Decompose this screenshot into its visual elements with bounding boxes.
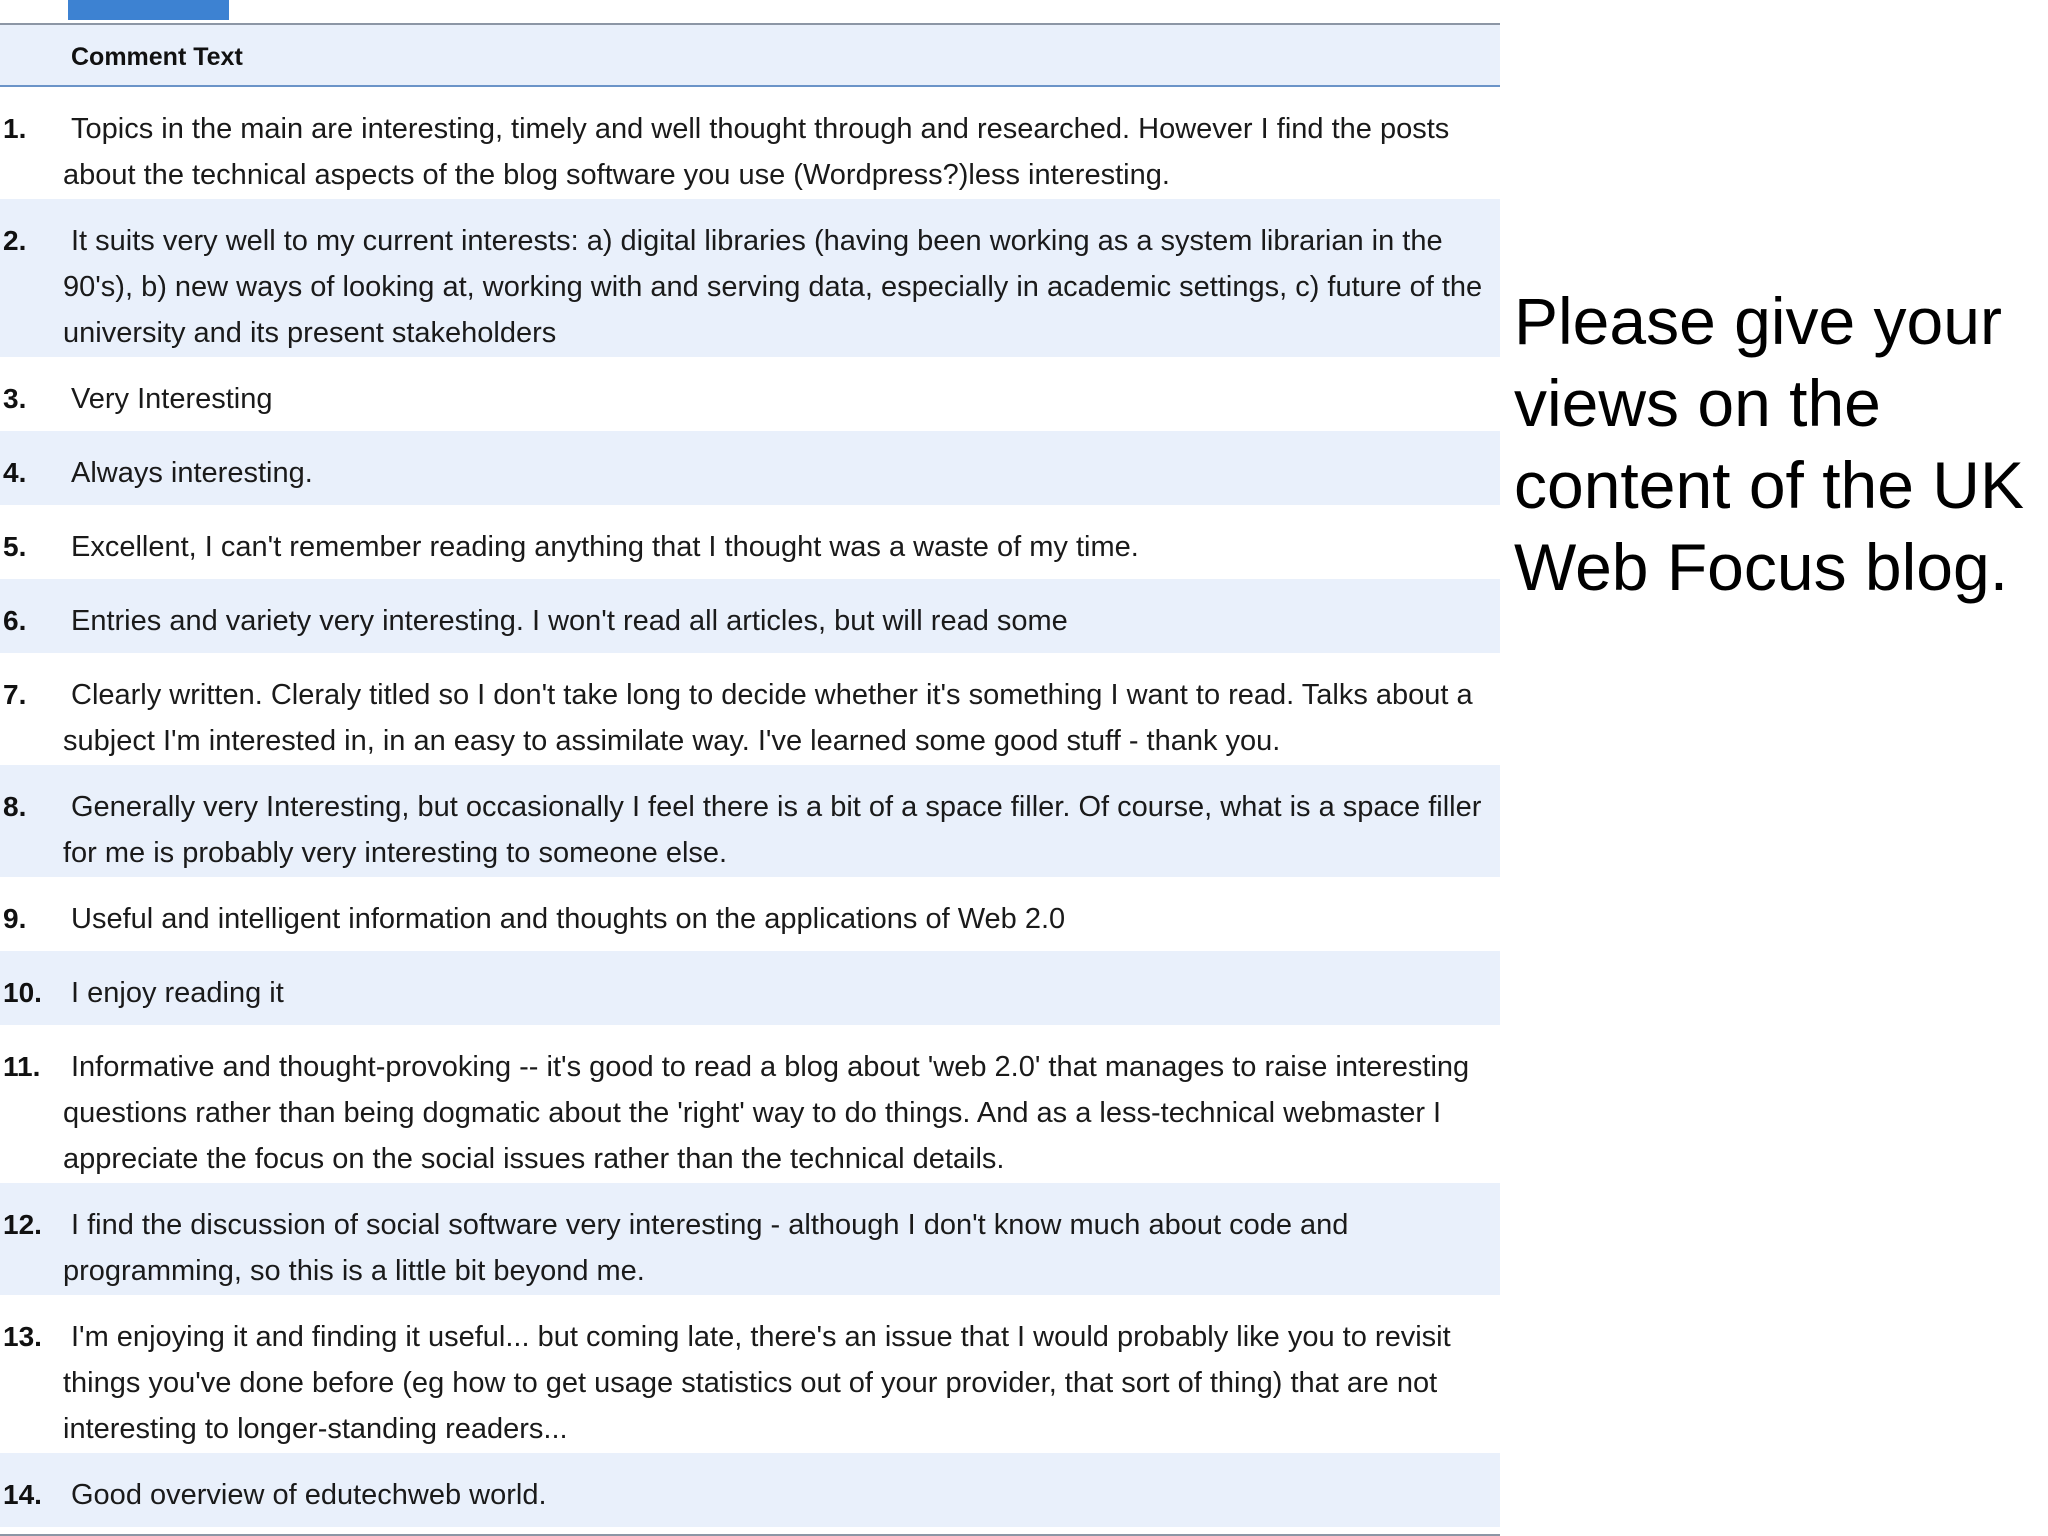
table-row: [0, 579, 1500, 653]
row-number: 2.: [3, 225, 27, 256]
comment-text: It suits very well to my current interests: a) digital libraries (having been working as a system librarian in the 90's), b) new ways of looking at, working with and serving data, especially in academic settings, c) future of the university and its present stakeholders: [63, 225, 1483, 349]
row-number: 14.: [3, 1479, 42, 1510]
table-row: [0, 1295, 1500, 1453]
table-row: [0, 951, 1500, 1025]
table-row: [0, 653, 1500, 765]
comment-text: Clearly written. Cleraly titled so I don't take long to decide whether it's something I want to read. Talks about a subject I'm interested in, in an easy to assimilate way. I've learned some good stuff - thank you.: [63, 679, 1473, 757]
comment-text: Useful and intelligent information and thoughts on the applications of Web 2.0: [71, 903, 1066, 935]
comment-text: Topics in the main are interesting, timely and well thought through and researched. However I find the posts about the technical aspects of the blog software you use (Wordpress?)less interesting.: [63, 113, 1450, 191]
table-row: [0, 765, 1500, 877]
row-number: 9.: [3, 903, 27, 934]
comment-text: Good overview of edutechweb world.: [71, 1479, 547, 1511]
comment-text: I'm enjoying it and finding it useful... but coming late, there's an issue that I would probably like you to revisit things you've done before (eg how to get usage statistics out of your provider, that sort of thing) that are not interesting to longer-standing readers...: [63, 1321, 1451, 1445]
table-row: [0, 87, 1500, 199]
table-row: [0, 357, 1500, 431]
table-row: [0, 877, 1500, 951]
comment-text: Always interesting.: [71, 457, 313, 489]
row-number: 1.: [3, 113, 27, 144]
table-row: [0, 199, 1500, 357]
comment-text: I find the discussion of social software very interesting - although I don't know much about code and programming, so this is a little bit beyond me.: [63, 1209, 1349, 1287]
table-row: [0, 1453, 1500, 1527]
row-number: 5.: [3, 531, 27, 562]
comment-text: Excellent, I can't remember reading anything that I thought was a waste of my time.: [71, 531, 1139, 563]
comment-text: Informative and thought-provoking -- it's good to read a blog about 'web 2.0' that manages to raise interesting questions rather than being dogmatic about the 'right' way to do things. And as a less-technical webmaster I appreciate the focus on the social issues rather than the technical details.: [63, 1051, 1470, 1175]
slide-prompt: Please give your views on the content of the UK Web Focus blog.: [1514, 284, 2024, 604]
table-row: [0, 505, 1500, 579]
row-number: 13.: [3, 1321, 42, 1352]
table-row: [0, 431, 1500, 505]
comment-text: Very Interesting: [71, 383, 273, 415]
row-number: 4.: [3, 457, 27, 488]
table-row: [0, 1025, 1500, 1183]
comment-text: Generally very Interesting, but occasionally I feel there is a bit of a space filler. Of course, what is a space filler for me is probably very interesting to someone else.: [63, 791, 1482, 869]
table-body: [0, 87, 1500, 1527]
row-number: 12.: [3, 1209, 42, 1240]
row-number: 3.: [3, 383, 27, 414]
row-number: 10.: [3, 977, 42, 1008]
row-number: 6.: [3, 605, 27, 636]
row-number: 11.: [3, 1051, 41, 1082]
comments-table: [0, 23, 1500, 1536]
row-number: 8.: [3, 791, 27, 822]
comment-text: Entries and variety very interesting. I won't read all articles, but will read some: [71, 605, 1068, 637]
column-header-comment-text: Comment Text: [71, 43, 243, 71]
table-header: [0, 25, 1500, 87]
active-tab-indicator: [68, 0, 229, 20]
row-number: 7.: [3, 679, 27, 710]
table-row: [0, 1183, 1500, 1295]
comment-text: I enjoy reading it: [71, 977, 284, 1009]
